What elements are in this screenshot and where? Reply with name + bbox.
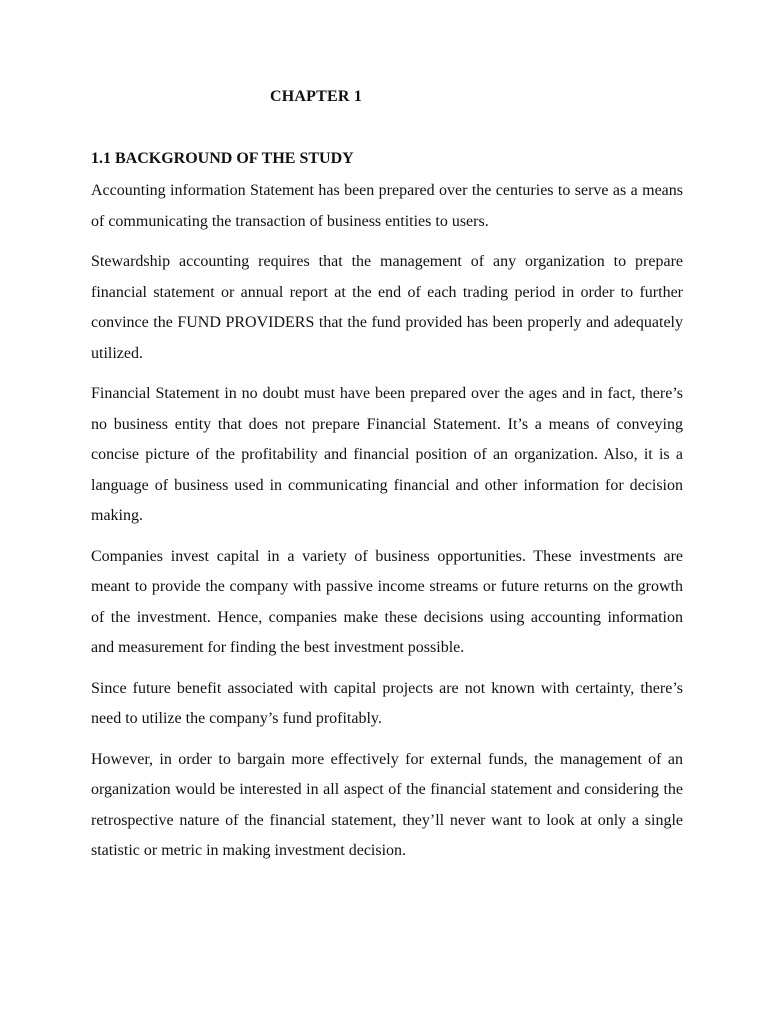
paragraph-4: Companies invest capital in a variety of business opportunities. These investments are meant to provide the company with passive income streams or future returns on the growth of the investment. Hence, companies make these decisions using accounting information and measurement for finding the best investment possible.	[91, 547, 683, 656]
chapter-title: CHAPTER 1	[270, 88, 363, 105]
body-text	[91, 176, 683, 877]
paragraph-6: However, in order to bargain more effectively for external funds, the management of an organization would be interested in all aspect of the financial statement and considering the retrospective nature of the financial statement, they’ll never want to look at only a single statistic or metric in making investment decision.	[91, 750, 683, 859]
paragraph-1: Accounting information Statement has been prepared over the centuries to serve as a means of communicating the transaction of business entities to users.	[91, 182, 683, 230]
paragraph-2: Stewardship accounting requires that the management of any organization to prepare financial statement or annual report at the end of each trading period in order to further convince the FUND PROVIDERS that the fund provided has been properly and adequately utilized.	[91, 253, 683, 362]
section-heading: 1.1 BACKGROUND OF THE STUDY	[91, 150, 354, 167]
paragraph-5: Since future benefit associated with capital projects are not known with certainty, there’s need to utilize the company’s fund profitably.	[91, 679, 683, 727]
paragraph-3: Financial Statement in no doubt must have been prepared over the ages and in fact, there’s no business entity that does not prepare Financial Statement. It’s a means of conveying concise picture of the profitability and financial position of an organization. Also, it is a language of business used in communicating financial and other information for decision making.	[91, 385, 683, 524]
